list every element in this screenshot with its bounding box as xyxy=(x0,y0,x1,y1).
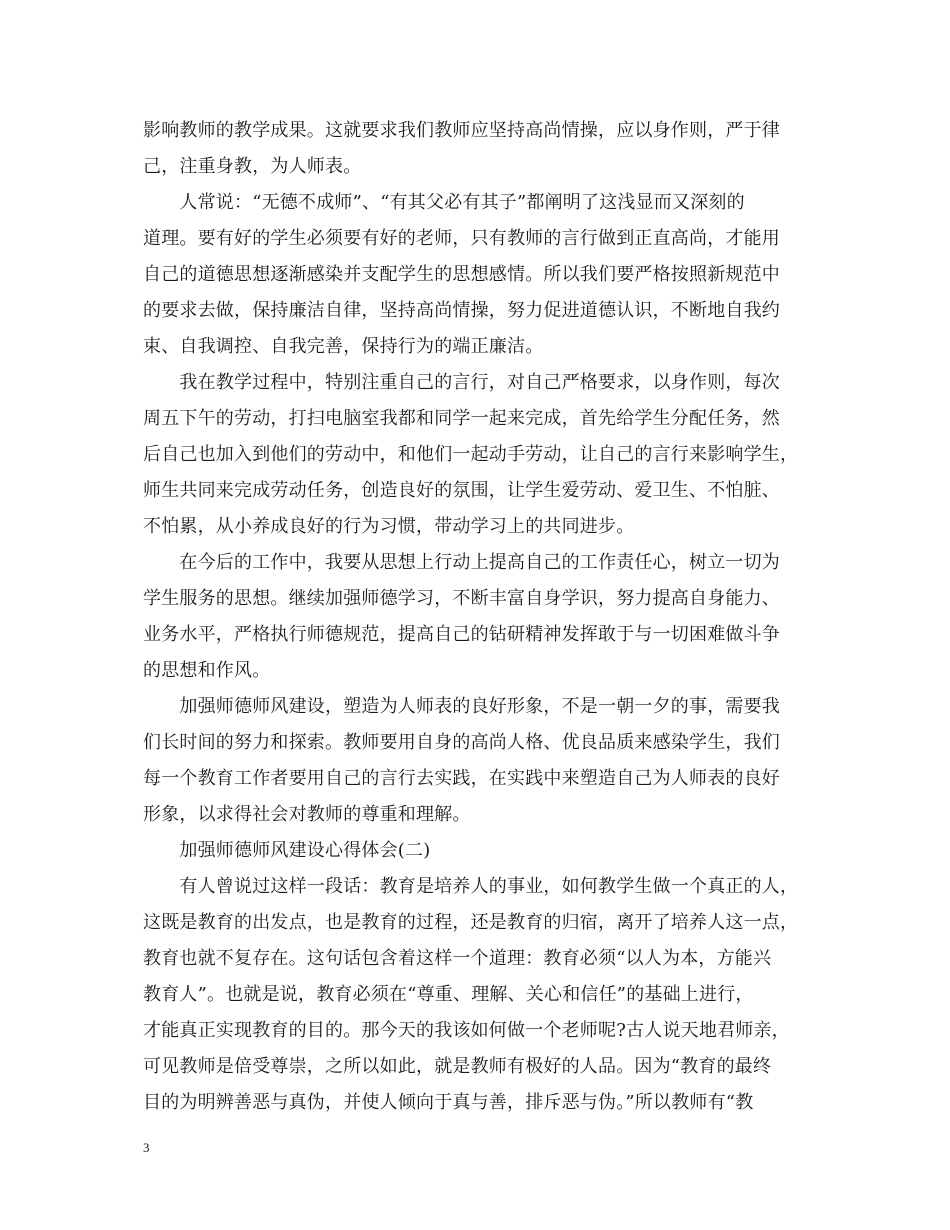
page-number: 3 xyxy=(143,1140,150,1155)
text-line: 周五下午的劳动，打扫电脑室我都和同学一起来完成，首先给学生分配任务，然 xyxy=(143,408,780,429)
text-line: 这既是教育的出发点，也是教育的过程，还是教育的归宿，离开了培养人这一点， xyxy=(143,912,799,933)
text-line: 在今后的工作中，我要从思想上行动上提高自己的工作责任心，树立一切为 xyxy=(143,552,780,573)
text-line: 教育也就不复存在。这句话包含着这样一个道理：教育必须“以人为本，方能兴 xyxy=(143,948,772,969)
text-line: 的思想和作风。 xyxy=(143,660,271,681)
text-line: 师生共同来完成劳动任务，创造良好的氛围，让学生爱劳动、爱卫生、不怕脏、 xyxy=(143,480,780,501)
text-line: 们长时间的努力和探索。教师要用自身的高尚人格、优良品质来感染学生，我们 xyxy=(143,732,780,753)
body-text xyxy=(143,113,823,1121)
text-line: 自己的道德思想逐渐感染并支配学生的思想感情。所以我们要严格按照新规范中 xyxy=(143,264,780,285)
text-line: 的要求去做，保持廉洁自律，坚持高尚情操，努力促进道德认识，不断地自我约 xyxy=(143,300,780,321)
text-line: 有人曾说过这样一段话：教育是培养人的事业，如何教学生做一个真正的人， xyxy=(143,876,799,897)
text-line: 教育人”。也就是说，教育必须在“尊重、理解、关心和信任”的基础上进行， xyxy=(143,984,754,1005)
text-line: 业务水平，严格执行师德规范，提高自己的钻研精神发挥敢于与一切困难做斗争 xyxy=(143,624,780,645)
text-line: 可见教师是倍受尊崇，之所以如此，就是教师有极好的人品。因为“教育的最终 xyxy=(143,1056,772,1077)
text-line: 目的为明辨善恶与真伪，并使人倾向于真与善，排斥恶与伪。”所以教师有“教 xyxy=(143,1092,754,1113)
text-line: 己，注重身教，为人师表。 xyxy=(143,156,362,177)
text-line: 才能真正实现教育的目的。那今天的我该如何做一个老师呢?古人说天地君师亲， xyxy=(143,1020,790,1041)
text-line: 道理。要有好的学生必须要有好的老师，只有教师的言行做到正直高尚，才能用 xyxy=(143,228,780,249)
text-line: 影响教师的教学成果。这就要求我们教师应坚持高尚情操，应以身作则，严于律 xyxy=(143,120,780,141)
text-line: 形象，以求得社会对教师的尊重和理解。 xyxy=(143,804,471,825)
text-line: 人常说：“无德不成师”、“有其父必有其子”都阐明了这浅显而又深刻的 xyxy=(143,192,745,213)
text-line: 我在教学过程中，特别注重自己的言行，对自己严格要求，以身作则，每次 xyxy=(143,372,780,393)
text-line: 束、自我调控、自我完善，保持行为的端正廉洁。 xyxy=(143,336,544,357)
text-line: 不怕累，从小养成良好的行为习惯，带动学习上的共同进步。 xyxy=(143,516,635,537)
text-line: 每一个教育工作者要用自己的言行去实践，在实践中来塑造自己为人师表的良好 xyxy=(143,768,780,789)
text-line: 后自己也加入到他们的劳动中，和他们一起动手劳动，让自己的言行来影响学生， xyxy=(143,444,799,465)
text-line: 加强师德师风建设，塑造为人师表的良好形象，不是一朝一夕的事，需要我 xyxy=(143,696,780,717)
section-heading: 加强师德师风建设心得体会(二) xyxy=(143,840,431,861)
text-line: 学生服务的思想。继续加强师德学习，不断丰富自身学识，努力提高自身能力、 xyxy=(143,588,780,609)
